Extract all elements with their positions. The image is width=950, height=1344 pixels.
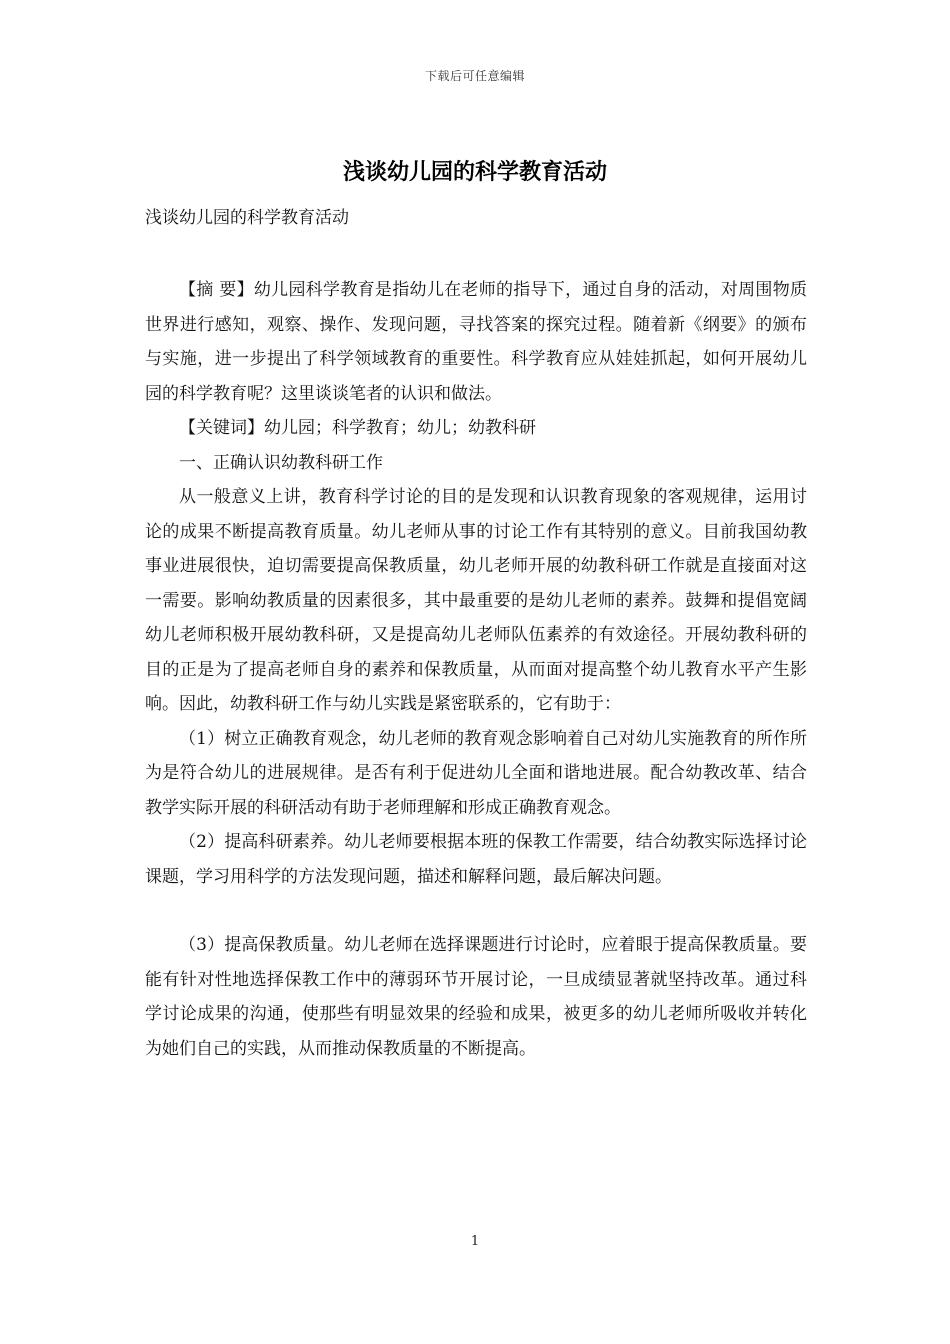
abstract-paragraph: 【摘 要】幼儿园科学教育是指幼儿在老师的指导下，通过自身的活动，对周围物质世界进行感知，观察、操作、发现问题，寻找答案的探究过程。随着新《纲要》的颁布与实施，进一步提出了科学领域教育的重要性。科学教育应从娃娃抓起，如何开展幼儿园的科学教育呢？这里谈谈笔者的认识和做法。 bbox=[145, 280, 807, 404]
list-item-2: （2）提高科研素养。幼儿老师要根据本班的保教工作需要，结合幼教实际选择讨论课题，学习用科学的方法发现问题，描述和解释问题，最后解决问题。 bbox=[145, 832, 807, 887]
body-paragraph: 从一般意义上讲，教育科学讨论的目的是发现和认识教育现象的客观规律，运用讨论的成果不断提高教育质量。幼儿老师从事的讨论工作有其特别的意义。目前我国幼教事业进展很快，迫切需要提高保教质量，幼儿老师开展的幼教科研工作就是直接面对这一需要。影响幼教质量的因素很多，其中最重要的是幼儿老师的素养。鼓舞和提倡宽阔幼儿老师积极开展幼教科研，又是提高幼儿老师队伍素养的有效途径。开展幼教科研的目的正是为了提高老师自身的素养和保教质量，从而面对提高整个幼儿教育水平产生影响。因此，幼教科研工作与幼儿实践是紧密联系的，它有助于： bbox=[145, 487, 807, 714]
document-title: 浅谈幼儿园的科学教育活动 bbox=[342, 159, 607, 185]
document-subtitle: 浅谈幼儿园的科学教育活动 bbox=[145, 208, 349, 228]
page-number: 1 bbox=[470, 1234, 480, 1249]
document-body bbox=[145, 273, 807, 1066]
header-note: 下载后可任意编辑 bbox=[424, 69, 525, 83]
keywords-paragraph: 【关键词】幼儿园；科学教育；幼儿；幼教科研 bbox=[179, 418, 536, 438]
list-item-3: （3）提高保教质量。幼儿老师在选择课题进行讨论时，应着眼于提高保教质量。要能有针对性地选择保教工作中的薄弱环节开展讨论，一旦成绩显著就坚持改革。通过科学讨论成果的沟通，使那些有明显效果的经验和成果，被更多的幼儿老师所吸收并转化为她们自己的实践，从而推动保教质量的不断提高。 bbox=[145, 935, 807, 1059]
list-item-1: （1）树立正确教育观念，幼儿老师的教育观念影响着自己对幼儿实施教育的所作所为是符合幼儿的进展规律。是否有利于促进幼儿全面和谐地进展。配合幼教改革、结合教学实际开展的科研活动有助于老师理解和形成正确教育观念。 bbox=[145, 728, 807, 818]
section-heading: 一、正确认识幼教科研工作 bbox=[179, 452, 383, 473]
